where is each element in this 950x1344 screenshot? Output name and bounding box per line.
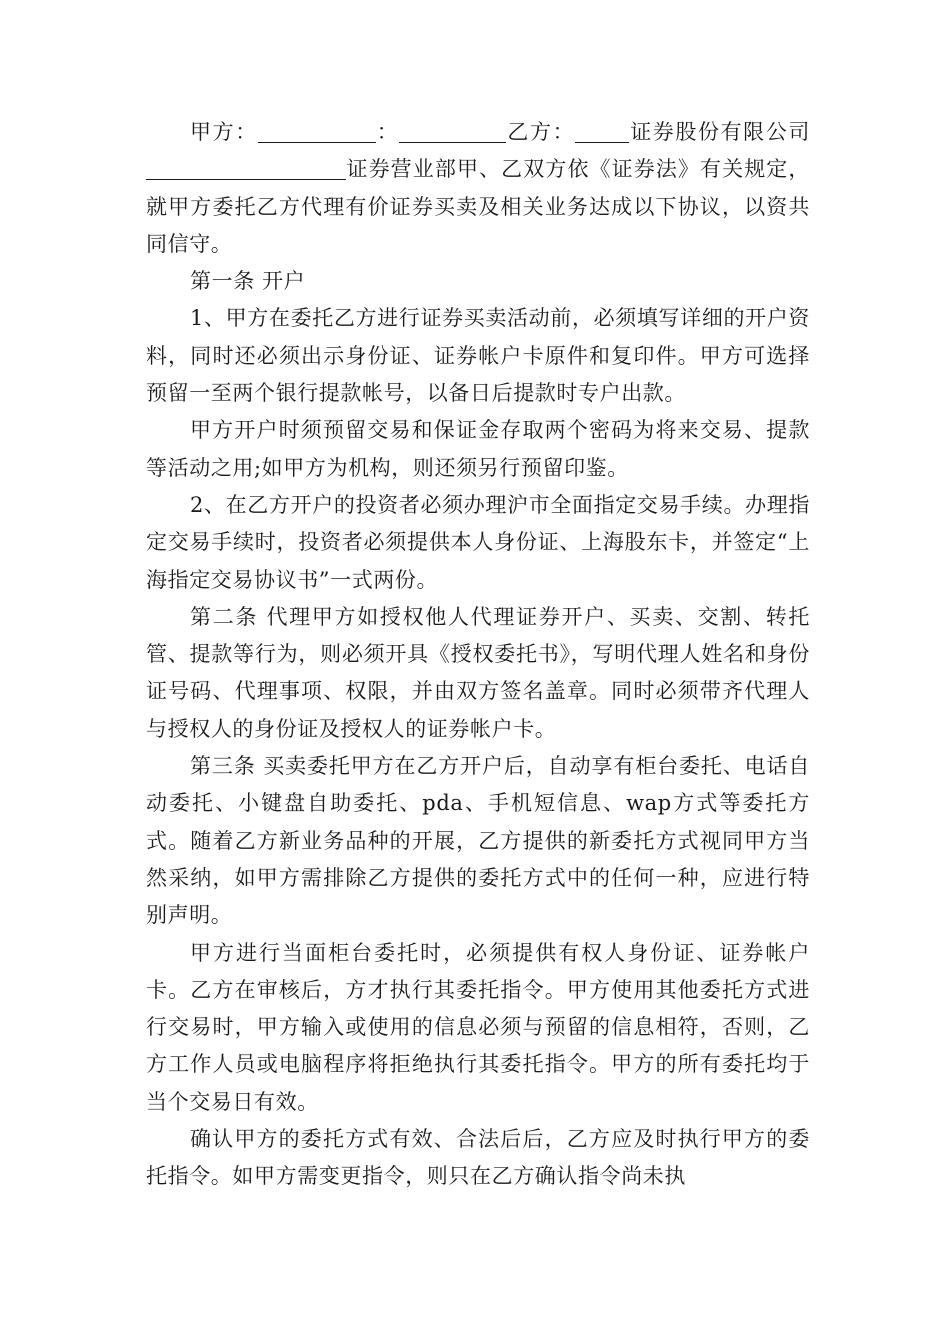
paragraph-counter-orders: 甲方进行当面柜台委托时，必须提供有权人身份证、证券帐户卡。乙方在审核后，方才执行其委托指令。甲方使用其他委托方式进行交易时，甲方输入或使用的信息必须与预留的信息相符，否则，乙方工作人员或电脑程序将拒绝执行其委托指令。甲方的所有委托均于当个交易日有效。 bbox=[146, 940, 810, 1114]
opening-paragraph bbox=[146, 114, 810, 263]
article-2-agency: 第二条 代理甲方如授权他人代理证券开户、买卖、交割、转托管、提款等行为，则必须开具《授权委托书》，写明代理人姓名和身份证号码、代理事项、权限，并由双方签名盖章。同时必须带齐代理人与授权人的身份证及授权人的证券帐户卡。 bbox=[146, 604, 810, 741]
party-b-label: 乙方： bbox=[506, 120, 576, 144]
company-name-blank bbox=[575, 120, 629, 143]
article-1-heading: 第一条 开户 bbox=[190, 269, 306, 294]
article-3-orders: 第三条 买卖委托甲方在乙方开户后，自动享有柜台委托、电话自动委托、小键盘自助委托、pda、手机短信息、wap方式等委托方式。随着乙方新业务品种的开展，乙方提供的新委托方式视同甲方当然采纳，如甲方需排除乙方提供的委托方式中的任何一种，应进行特别声明。 bbox=[146, 754, 810, 928]
paragraph-passwords: 甲方开户时须预留交易和保证金存取两个密码为将来交易、提款等活动之用;如甲方为机构，则还须另行预留印鉴。 bbox=[146, 418, 810, 480]
paragraph-designated-trading: 2、在乙方开户的投资者必须办理沪市全面指定交易手续。办理指定交易手续时，投资者必须提供本人身份证、上海股东卡，并签定“上海指定交易协议书”一式两份。 bbox=[146, 492, 810, 592]
party-a-label: 甲方： bbox=[190, 120, 258, 144]
branch-name-blank bbox=[146, 157, 346, 180]
paragraph-order-execution: 确认甲方的委托方式有效、合法后后，乙方应及时执行甲方的委托指令。如甲方需变更指令，则只在乙方确认指令尚未执 bbox=[146, 1127, 810, 1189]
paragraph-account-opening: 1、甲方在委托乙方进行证券买卖活动前，必须填写详细的开户资料，同时还必须出示身份证、证券帐户卡原件和复印件。甲方可选择预留一至两个银行提款帐号，以备日后提款时专户出款。 bbox=[146, 306, 810, 406]
colon-separator: ： bbox=[375, 120, 400, 144]
opening-text: 证券营业部甲、乙双方依《证券法》有关规定，就甲方委托乙方代理有价证券买卖及相关业务达成以下协议，以资共同信守。 bbox=[146, 157, 810, 256]
party-a-blank-1 bbox=[258, 120, 376, 143]
party-a-blank-2 bbox=[399, 120, 506, 143]
company-suffix: 证券股份有限公司 bbox=[629, 120, 810, 144]
document-body bbox=[146, 114, 810, 1196]
